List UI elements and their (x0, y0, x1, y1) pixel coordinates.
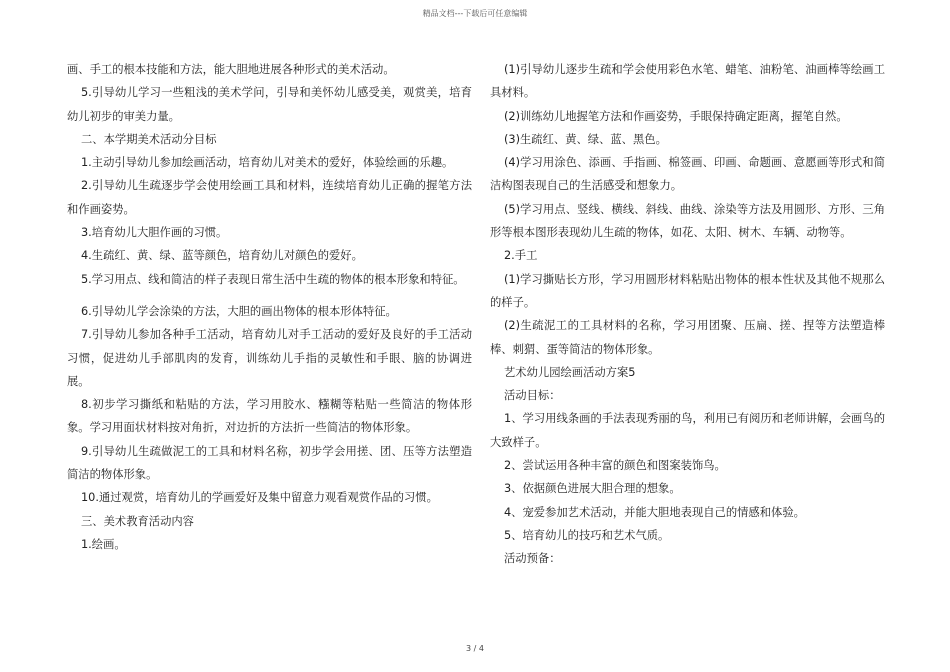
paragraph: 活动目标： (504, 389, 561, 403)
paragraph: 4、宠爱参加艺术活动，并能大胆地表现自己的情感和体验。 (504, 505, 805, 519)
paragraph: 5.引导幼儿学习一些粗浅的美术学问，引导和美怀幼儿感受美，观赏美，培育幼儿初步的审美力量。 (67, 86, 472, 123)
paragraph: 艺术幼儿园绘画活动方案5 (504, 365, 636, 379)
paragraph: 7.引导幼儿参加各种手工活动，培育幼儿对手工活动的爱好及良好的手工活动习惯，促进幼儿手部肌肉的发育，训练幼儿手指的灵敏性和手眼、脑的协调进展。 (67, 328, 472, 388)
paragraph: (2)训练幼儿地握笔方法和作画姿势，手眼保持确定距离，握笔自然。 (504, 109, 848, 123)
paragraph: 9.引导幼儿生疏做泥工的工具和材料名称，初步学会用搓、团、压等方法塑造简洁的物体形象。 (67, 444, 472, 482)
paragraph-gap (67, 291, 472, 300)
paragraph: 1、学习用线条画的手法表现秀丽的鸟，利用已有阅历和老师讲解，会画鸟的大致样子。 (490, 412, 885, 449)
paragraph: 三、美术教育活动内容 (81, 514, 194, 528)
paragraph: 活动预备： (504, 552, 561, 566)
page-number: 3 / 4 (466, 644, 484, 653)
paragraph: 3.培育幼儿大胆作画的习惯。 (81, 226, 228, 240)
paragraph: (3)生疏红、黄、绿、蓝、黑色。 (504, 132, 667, 146)
paragraph: 2.引导幼儿生疏逐步学会使用绘画工具和材料，连续培育幼儿正确的握笔方法和作画姿势。 (67, 179, 472, 216)
paragraph: 3、依据颜色进展大胆合理的想象。 (504, 482, 681, 496)
paragraph: 2、尝试运用各种丰富的颜色和图案装饰鸟。 (504, 459, 726, 473)
paragraph: 画、手工的根本技能和方法，能大胆地进展各种形式的美术活动。 (67, 63, 395, 76)
paragraph: (4)学习用涂色、添画、手指画、棉签画、印画、命题画、意愿画等形式和简洁构图表现自己的生活感受和想象力。 (490, 156, 885, 193)
right-column (490, 58, 885, 571)
paragraph: 5.学习用点、线和简洁的样子表现日常生活中生疏的物体的根本形象和特征。 (81, 272, 465, 286)
page-header: 精品文档---下载后可任意编辑 (422, 9, 528, 18)
paragraph: (1)学习撕贴长方形，学习用圆形材料粘贴出物体的根本性状及其他不规那么的样子。 (490, 272, 885, 309)
paragraph: (2)生疏泥工的工具材料的名称，学习用团聚、压扁、搓、捏等方法塑造棒棒、刺猬、蛋等简洁的物体形象。 (490, 319, 885, 356)
paragraph: 6.引导幼儿学会涂染的方法，大胆的画出物体的根本形体特征。 (81, 304, 397, 318)
paragraph: 1.主动引导幼儿参加绘画活动，培育幼儿对美术的爱好，体验绘画的乐趣。 (81, 156, 454, 170)
paragraph: 1.绘画。 (81, 537, 126, 551)
paragraph: 二、本学期美术活动分目标 (81, 132, 217, 146)
paragraph: 10.通过观赏，培育幼儿的学画爱好及集中留意力观看观赏作品的习惯。 (81, 491, 438, 505)
paragraph: 4.生疏红、黄、绿、蓝等颜色，培育幼儿对颜色的爱好。 (81, 249, 363, 263)
paragraph: (5)学习用点、竖线、横线、斜线、曲线、涂染等方法及用圆形、方形、三角形等根本图形表现幼儿生疏的物体，如花、太阳、树木、车辆、动物等。 (490, 202, 885, 240)
paragraph: 2.手工 (504, 249, 538, 263)
paragraph: 8.初步学习撕纸和粘贴的方法，学习用胶水、糨糊等粘贴一些简洁的物体形象。学习用面状材料按对角折，对边折的方法折一些简洁的物体形象。 (67, 398, 472, 435)
paragraph: (1)引导幼儿逐步生疏和学会使用彩色水笔、蜡笔、油粉笔、油画棒等绘画工具材料。 (490, 63, 885, 100)
paragraph: 5、培育幼儿的技巧和艺术气质。 (504, 528, 670, 542)
left-column (67, 58, 472, 556)
